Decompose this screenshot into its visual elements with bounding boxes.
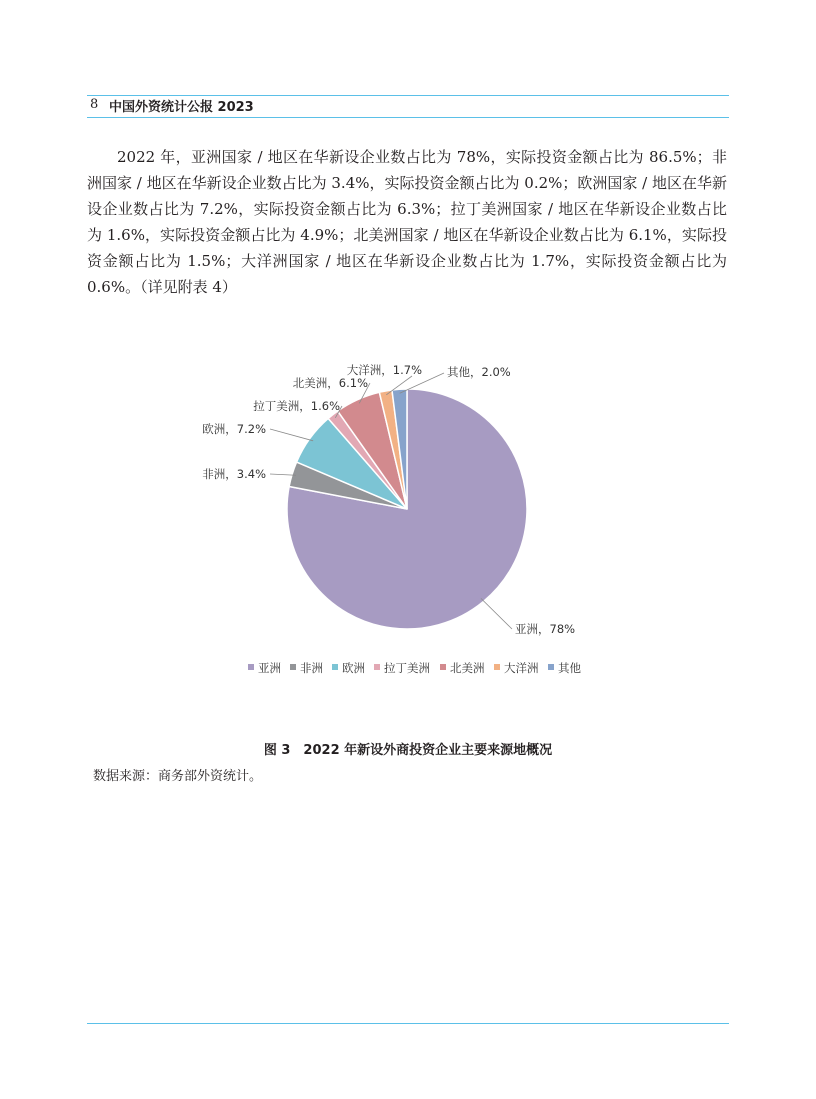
legend-swatch-oceania [494, 664, 500, 670]
legend-swatch-latin-america [374, 664, 380, 670]
legend-label-europe: 欧洲 [342, 661, 365, 675]
legend-swatch-north-america [440, 664, 446, 670]
data-label-north-america: 北美洲，6.1% [292, 376, 368, 390]
legend-swatch-africa [290, 664, 296, 670]
legend-label-north-america: 北美洲 [450, 661, 485, 675]
body-paragraph: 2022 年，亚洲国家 / 地区在华新设企业数占比为 78%，实际投资金额占比为 86.5%；非洲国家 / 地区在华新设企业数占比为 3.4%，实际投资金额占比为 0.2%；欧洲国家 / 地区在华新设企业数占比为 7.2%，实际投资金额占比为 6.3%；拉丁美洲国家 / 地区在华新设企业数占比为 1.6%，实际投资金额占比为 4.9%；北美洲国家 / 地区在华新设企业数占比为 6.1%，实际投资金额占比为 1.5%；大洋洲国家 / 地区在华新设企业数占比为 1.7%，实际投资金额占比为 0.6%。（详见附表 4） [87, 148, 727, 296]
leader-line-europe [270, 429, 313, 441]
figure-caption: 图 3 2022 年新设外商投资企业主要来源地概况 [263, 743, 553, 758]
data-label-other: 其他，2.0% [447, 365, 511, 379]
data-label-latin-america: 拉丁美洲，1.6% [253, 399, 340, 413]
legend-swatch-europe [332, 664, 338, 670]
data-label-europe: 欧洲，7.2% [202, 422, 266, 436]
legend-label-other: 其他 [558, 661, 581, 675]
legend-label-oceania: 大洋洲 [504, 661, 539, 675]
legend-label-africa: 非洲 [300, 661, 323, 675]
legend-swatch-asia [248, 664, 254, 670]
footer-rule [87, 1023, 729, 1024]
header-title: 中国外资统计公报 2023 [109, 100, 254, 115]
data-source-note: 数据来源：商务部外资统计。 [93, 769, 263, 784]
pie-chart [150, 350, 670, 690]
pie-slices [287, 389, 527, 629]
page-number: 8 [90, 97, 99, 112]
legend-swatch-other [548, 664, 554, 670]
data-label-asia: 亚洲，78% [515, 622, 576, 636]
data-label-africa: 非洲，3.4% [202, 467, 266, 481]
legend-label-latin-america: 拉丁美洲 [384, 661, 430, 675]
legend [248, 661, 581, 675]
data-label-oceania: 大洋洲，1.7% [346, 363, 422, 377]
header-bottom-rule [87, 117, 729, 118]
legend-label-asia: 亚洲 [258, 661, 281, 675]
page-header [87, 95, 729, 117]
leader-line-asia [481, 598, 512, 629]
